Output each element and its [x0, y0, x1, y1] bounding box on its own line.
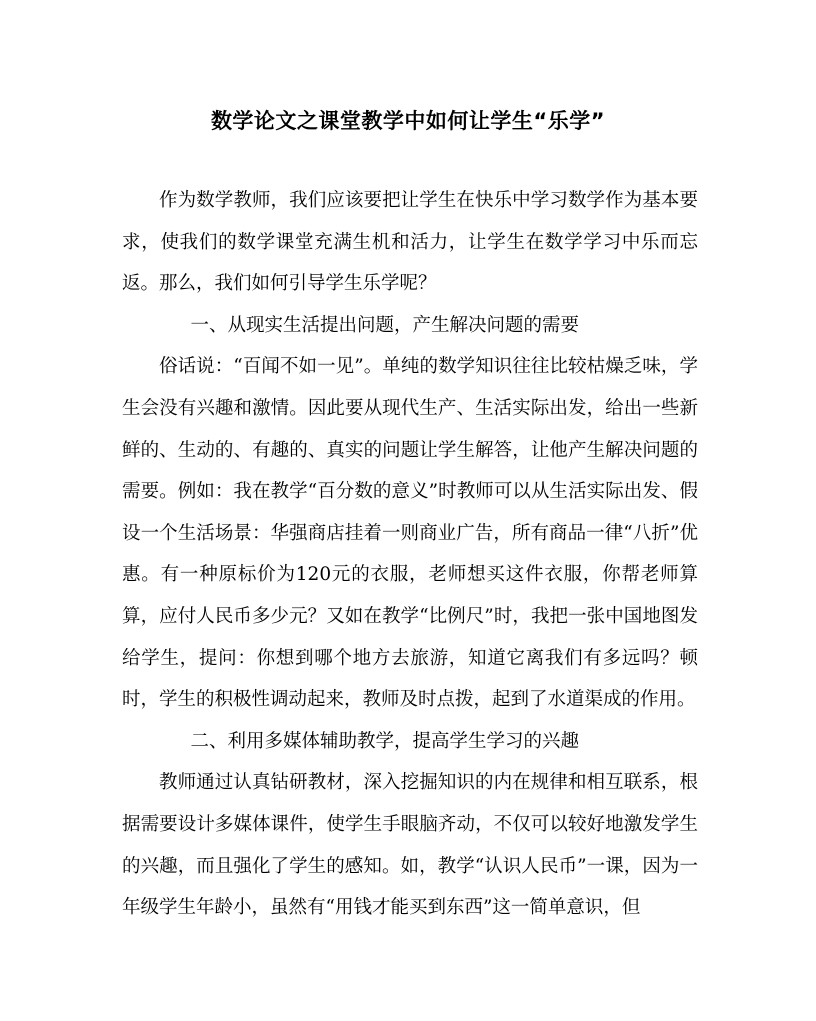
section-2-paragraph: 教师通过认真钻研教材，深入挖掘知识的内在规律和相互联系，根据需要设计多媒体课件，使学生手眼脑齐动，不仅可以较好地激发学生的兴趣，而且强化了学生的感知。如，教学“认识人民币”一课，因为一年级学生年龄小，虽然有“用钱才能买到东西”这一简单意识，但 — [122, 772, 698, 919]
section-heading-2: 二、利用多媒体辅助教学，提高学生学习的兴趣 — [190, 730, 579, 752]
section-1-paragraph: 俗话说：“百闻不如一见”。单纯的数学知识往往比较枯燥乏味，学生会没有兴趣和激情。因此要从现代生产、生活实际出发，给出一些新鲜的、生动的、有趣的、真实的问题让学生解答，让他产生解决问题的需要。例如：我在教学“百分数的意义”时教师可以从生活实际出发、假设一个生活场景：华强商店挂着一则商业广告，所有商品一律“八折”优惠。有一种原标价为120元的衣服，老师想买这件衣服，你帮老师算算，应付人民币多少元？又如在教学“比例尺”时，我把一张中国地图发给学生，提问：你想到哪个地方去旅游，知道它离我们有多远吗？顿时，学生的积极性调动起来，教师及时点拨，起到了水道渠成的作用。 — [122, 356, 698, 711]
section-heading-1: 一、从现实生活提出问题，产生解决问题的需要 — [190, 314, 579, 336]
document-body — [122, 180, 698, 929]
intro-paragraph: 作为数学教师，我们应该要把让学生在快乐中学习数学作为基本要求，使我们的数学课堂充满生机和活力，让学生在数学学习中乐而忘返。那么，我们如何引导学生乐学呢？ — [122, 190, 698, 295]
document-title: 数学论文之课堂教学中如何让学生“乐学” — [210, 109, 606, 133]
